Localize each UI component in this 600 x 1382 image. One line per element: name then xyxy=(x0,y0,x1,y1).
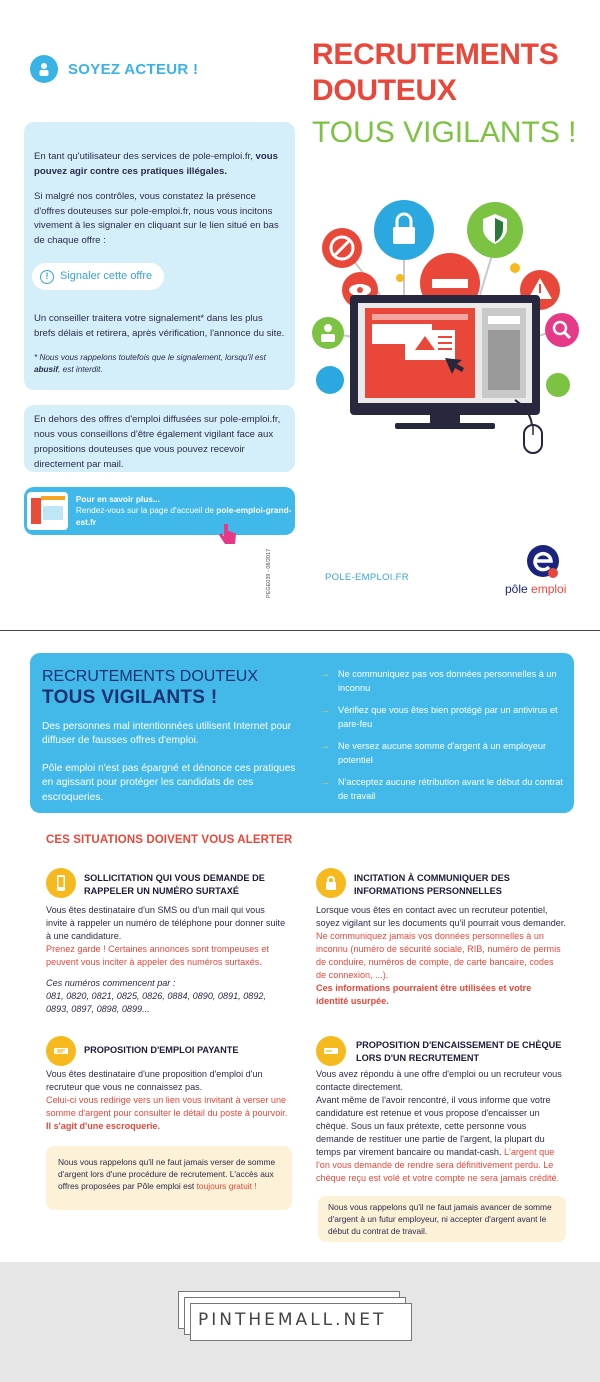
note-text-bold: abusif xyxy=(34,364,59,374)
banner-description-1: Des personnes mal intentionnées utilisent Internet pour diffuser de fausses offres d'emploi. xyxy=(42,721,292,747)
arrow-icon: → xyxy=(320,669,330,679)
report-offer-label: Signaler cette offre xyxy=(60,270,153,283)
pointing-hand-icon xyxy=(218,522,238,546)
section-personal-info xyxy=(316,868,566,1038)
section-2-body xyxy=(316,904,566,1008)
section-1-body xyxy=(46,904,286,1016)
s2-consequence: Ces informations pourraient être utilisées et votre identité usurpée. xyxy=(316,983,532,1006)
advice-item xyxy=(320,740,565,768)
lock-icon xyxy=(316,868,346,898)
box1-paragraph-1 xyxy=(34,150,285,180)
note-text-c: , est interdit. xyxy=(58,364,103,374)
s3-reminder-text: Nous vous rappelons qu'il ne faut jamais verser de somme d'argent lors d'une procédure de recrutement. L'accès aux offres proposées par Pôle emploi est xyxy=(58,1157,276,1192)
logo-text-pole: pôle xyxy=(505,582,532,596)
section-1-title: SOLLICITATION QUI VOUS DEMANDE DE RAPPELER UN NUMÉRO SURTAXÉ xyxy=(84,873,265,897)
arrow-icon: → xyxy=(320,777,330,787)
s3-warning xyxy=(46,1094,288,1133)
headline-line-1: RECRUTEMENTS xyxy=(312,38,559,71)
advice-text: Ne versez aucune somme d'argent à un employeur potentiel xyxy=(338,741,547,765)
leaflet-page-1 xyxy=(0,0,600,630)
section-3-body xyxy=(46,1068,288,1133)
actor-heading xyxy=(30,55,198,83)
banner-title-2: TOUS VIGILANTS ! xyxy=(42,687,218,708)
headline-line-2: DOUTEUX xyxy=(312,74,457,107)
section-4-body xyxy=(316,1068,566,1185)
note-text-a: * Nous vous rappelons toutefois que le signalement, lorsqu'il est xyxy=(34,352,266,362)
alert-icon: ! xyxy=(40,270,54,284)
s1-warning: Prenez garde ! Certaines annonces sont trompeuses et peuvent vous inciter à appeler des numéros surtaxés. xyxy=(46,944,269,967)
arrow-icon: → xyxy=(320,705,330,715)
page-divider xyxy=(0,630,600,631)
s3-reminder-free: toujours gratuit ! xyxy=(196,1181,257,1192)
learn-more-title: Pour en savoir plus... xyxy=(75,493,160,504)
advice-item xyxy=(320,704,565,732)
banner-title-1: RECRUTEMENTS DOUTEUX xyxy=(42,668,259,685)
banner-description-2: Pôle emploi n'est pas épargné et dénonce ces pratiques en agissant pour protéger les candidats de ces escroqueries. xyxy=(42,763,296,803)
info-box-mail: En dehors des offres d'emploi diffusées sur pole-emploi.fr, nous vous conseillons d'être également vigilant face aux propositions douteuses que vous pouvez recevoir directement par mail. xyxy=(24,405,295,472)
advice-text: N'acceptez aucune rétribution avant le début du contrat de travail xyxy=(338,777,563,801)
report-offer-button[interactable] xyxy=(32,263,164,290)
section-3-title: PROPOSITION D'EMPLOI PAYANTE xyxy=(84,1045,239,1055)
headline-line-3: TOUS VIGILANTS ! xyxy=(312,116,577,149)
s1-numbers-label: Ces numéros commencent par : xyxy=(46,978,176,988)
security-illustration xyxy=(300,200,590,470)
advice-item xyxy=(320,668,565,696)
phone-icon xyxy=(46,868,76,898)
section-cheque xyxy=(316,1036,568,1206)
pole-emploi-wordmark xyxy=(505,582,566,596)
s1-paragraph-1: Vous êtes destinataire d'un SMS ou d'un mail qui vous invite à rappeler un numéro de téléphone pour donner suite à une candidature. xyxy=(46,905,286,941)
arrow-icon: → xyxy=(320,741,330,751)
s1-numbers-list: 081, 0820, 0821, 0825, 0826, 0884, 0890, 0891, 0892, 0893, 0897, 0898, 0899... xyxy=(46,991,266,1014)
box1-p1-text: En tant qu'utilisateur des services de pole-emploi.fr, xyxy=(34,151,256,162)
alert-section-title: CES SITUATIONS DOIVENT VOUS ALERTER xyxy=(46,834,293,846)
s3-warning-text: Celui-ci vous redirige vers un lien vous invitant à verser une somme d'argent pour consulter le détail du poste à pourvoir. xyxy=(46,1095,288,1118)
logo-text-emploi: emploi xyxy=(531,582,567,596)
box1-paragraph-2: Si malgré nos contrôles, vous constatez la présence d'offres douteuses sur pole-emploi.fr, nous vous incitons vivement à les signaler en cliquant sur le lien situé en bas de chaque offre : xyxy=(34,190,279,247)
s4-reminder-box: Nous vous rappelons qu'il ne faut jamais avancer de somme d'argent à un futur employeur, ni accepter d'argent avant le début du contrat de travail. xyxy=(318,1196,566,1242)
s3-paragraph-1: Vous êtes destinataire d'une proposition d'emploi d'un recruteur que vous ne connaissez pas. xyxy=(46,1069,263,1092)
ticket-icon xyxy=(46,1036,76,1066)
person-icon xyxy=(30,55,58,83)
box1-p1-bold: vous pouvez agir contre ces pratiques illégales. xyxy=(34,151,278,177)
learn-more-box[interactable] xyxy=(24,487,295,535)
s3-scam-label: Il s'agit d'une escroquerie. xyxy=(46,1121,160,1131)
learn-more-desc: Rendez-vous sur la page d'accueil de xyxy=(75,505,217,516)
section-premium-number xyxy=(46,868,286,1028)
section-4-title: PROPOSITION D'ENCAISSEMENT DE CHÈQUE LORS D'UN RECRUTEMENT xyxy=(356,1040,562,1064)
cheque-icon xyxy=(316,1036,346,1066)
s4-paragraph-1: Vous avez répondu à une offre d'emploi ou un recruteur vous contacte directement. xyxy=(316,1069,562,1092)
watermark-text: PINTHEMALL.NET xyxy=(198,1310,387,1330)
learn-more-link[interactable]: pole-emploi-grand-est.fr xyxy=(75,505,292,527)
advice-text: Vérifiez que vous êtes bien protégé par un antivirus et pare-feu xyxy=(338,705,558,729)
s4-warning: L'argent que l'on vous demande de rendre sera définitivement perdu. Le chèque reçu est volé et votre compte ne sera jamais crédité. xyxy=(316,1147,560,1183)
info-box-act xyxy=(24,122,295,390)
website-thumbnail xyxy=(27,492,68,530)
learn-more-text xyxy=(76,494,295,529)
website-url[interactable]: POLE-EMPLOI.FR xyxy=(325,572,409,583)
s4-paragraph-2 xyxy=(316,1094,566,1185)
intro-banner xyxy=(30,653,574,813)
s3-reminder-box xyxy=(46,1146,292,1210)
box1-paragraph-3: Un conseiller traitera votre signalement* dans les plus brefs délais et retirera, après vérification, l'annonce du site. xyxy=(34,313,285,340)
s2-warning: Ne communiquez jamais vos données personnelles à un inconnu (numéro de sécurité sociale, RIB, numéro de permis de conduire, numéros de compte, de carte bancaire, codes de connexion, ...). xyxy=(316,931,561,980)
s4-paragraph-2-text: Avant même de l'avoir rencontré, il vous informe que votre candidature est retenue et vous propose d'encaisser un chèque. Sous un faux prétexte, cette personne vous demande de restituer une partie de l'argent, la plupart du temps par virement bancaire ou mandat-cash. xyxy=(316,1095,551,1157)
box1-footnote xyxy=(34,352,285,376)
section-2-title: INCITATION À COMMUNIQUER DES INFORMATIONS PERSONNELLES xyxy=(354,873,510,897)
advice-text: Ne communiquez pas vos données personnelles à un inconnu xyxy=(338,669,557,693)
document-code: PEGE039 - 08/2017 xyxy=(266,548,272,598)
actor-title: SOYEZ ACTEUR ! xyxy=(68,60,199,78)
advice-item xyxy=(320,776,565,804)
s2-paragraph-1: Lorsque vous êtes en contact avec un recruteur potentiel, soyez vigilant sur les documents qu'il pourrait vous demander. xyxy=(316,905,566,928)
